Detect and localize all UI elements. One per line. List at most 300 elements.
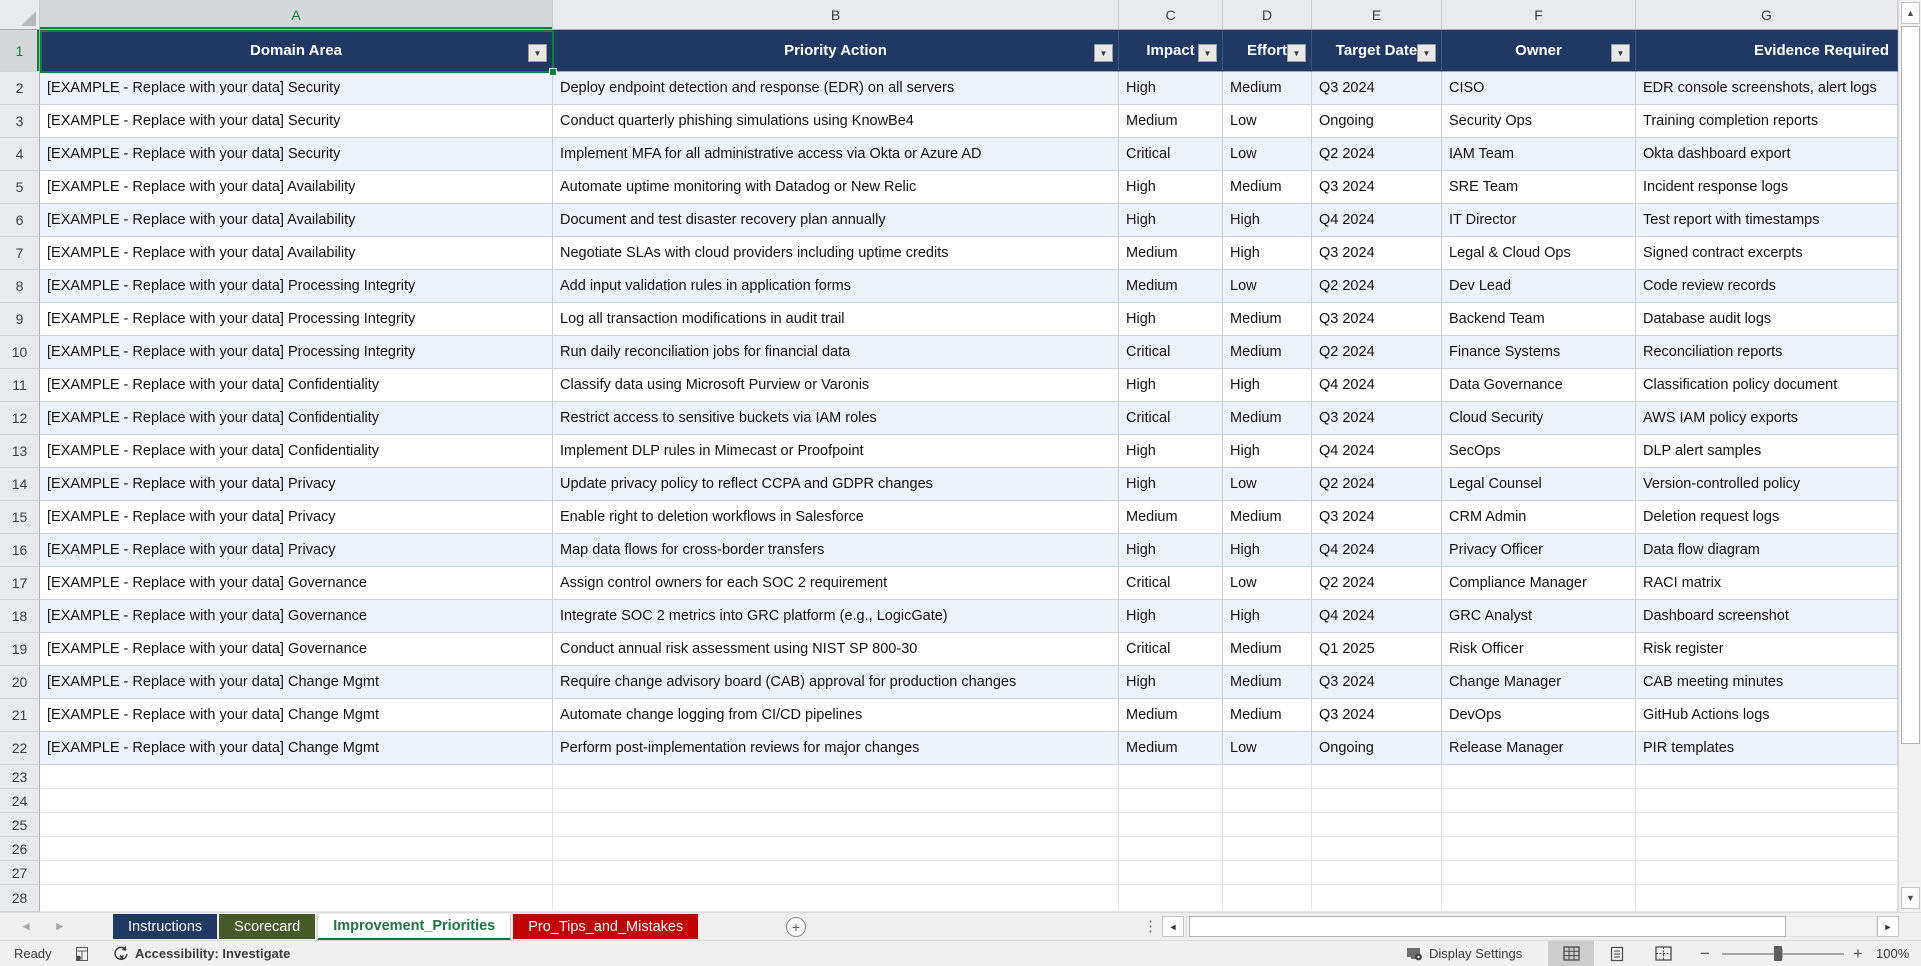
cell-E2[interactable]: Q3 2024 xyxy=(1312,72,1442,105)
column-header-E[interactable]: E xyxy=(1312,0,1442,29)
row-number-24[interactable]: 24 xyxy=(0,789,40,813)
cell-G16[interactable]: Data flow diagram xyxy=(1636,534,1898,567)
row-number-10[interactable]: 10 xyxy=(0,336,40,369)
filter-button-impact[interactable]: ▼ xyxy=(1198,44,1217,62)
cell-A9[interactable]: [EXAMPLE - Replace with your data] Processing Integrity xyxy=(40,303,553,336)
row-number-11[interactable]: 11 xyxy=(0,369,40,402)
header-label-owner: Owner xyxy=(1515,42,1562,59)
cell-C3[interactable]: Medium xyxy=(1119,105,1223,138)
cell-G10[interactable]: Reconciliation reports xyxy=(1636,336,1898,369)
column-letters xyxy=(40,0,1898,29)
cell-E19[interactable]: Q1 2025 xyxy=(1312,633,1442,666)
cell-C8[interactable]: Medium xyxy=(1119,270,1223,303)
cell-E14[interactable]: Q2 2024 xyxy=(1312,468,1442,501)
cell-E11[interactable]: Q4 2024 xyxy=(1312,369,1442,402)
cell-E8[interactable]: Q2 2024 xyxy=(1312,270,1442,303)
cell-B7[interactable]: Negotiate SLAs with cloud providers including uptime credits xyxy=(553,237,1119,270)
filter-button-target-date[interactable]: ▼ xyxy=(1417,44,1436,62)
cell-A5[interactable]: [EXAMPLE - Replace with your data] Availability xyxy=(40,171,553,204)
cell-F13[interactable]: SecOps xyxy=(1442,435,1636,468)
cell-B18[interactable]: Integrate SOC 2 metrics into GRC platform (e.g., LogicGate) xyxy=(553,600,1119,633)
cell-C6[interactable]: High xyxy=(1119,204,1223,237)
scroll-left-icon[interactable]: ◄ xyxy=(1162,916,1184,937)
cell-D9[interactable]: Medium xyxy=(1223,303,1312,336)
macro-record-icon[interactable] xyxy=(74,941,90,966)
horizontal-scrollbar-thumb[interactable] xyxy=(1189,916,1786,937)
table-row xyxy=(0,633,1898,666)
cell-B15[interactable]: Enable right to deletion workflows in Salesforce xyxy=(553,501,1119,534)
cell-C14[interactable]: High xyxy=(1119,468,1223,501)
header-label-effort: Effort xyxy=(1247,42,1287,59)
cell-B16[interactable]: Map data flows for cross-border transfers xyxy=(553,534,1119,567)
cell-A19[interactable]: [EXAMPLE - Replace with your data] Governance xyxy=(40,633,553,666)
cell-G4[interactable]: Okta dashboard export xyxy=(1636,138,1898,171)
empty-row xyxy=(0,861,1898,885)
table-row xyxy=(0,72,1898,105)
header-label-domain-area: Domain Area xyxy=(250,42,342,59)
cell-A14[interactable]: [EXAMPLE - Replace with your data] Privacy xyxy=(40,468,553,501)
filter-button-priority-action[interactable]: ▼ xyxy=(1094,44,1113,62)
cell-E6[interactable]: Q4 2024 xyxy=(1312,204,1442,237)
cell-C2[interactable]: High xyxy=(1119,72,1223,105)
cell-D17[interactable]: Low xyxy=(1223,567,1312,600)
table-header-row xyxy=(0,30,1898,72)
cell-A11[interactable]: [EXAMPLE - Replace with your data] Confidentiality xyxy=(40,369,553,402)
cell-D14[interactable]: Low xyxy=(1223,468,1312,501)
fill-handle[interactable] xyxy=(549,68,557,76)
table-row xyxy=(0,270,1898,303)
table-row xyxy=(0,534,1898,567)
cell-F26[interactable] xyxy=(1442,837,1636,861)
cell-G23[interactable] xyxy=(1636,765,1898,789)
column-header-strip xyxy=(0,0,1898,30)
cell-F8[interactable]: Dev Lead xyxy=(1442,270,1636,303)
normal-view-button[interactable] xyxy=(1548,941,1594,966)
page-break-preview-button[interactable] xyxy=(1640,941,1686,966)
header-label-priority-action: Priority Action xyxy=(784,42,887,59)
cell-D10[interactable]: Medium xyxy=(1223,336,1312,369)
cell-D26[interactable] xyxy=(1223,837,1312,861)
cell-C24[interactable] xyxy=(1119,789,1223,813)
cell-D4[interactable]: Low xyxy=(1223,138,1312,171)
cell-B4[interactable]: Implement MFA for all administrative access via Okta or Azure AD xyxy=(553,138,1119,171)
cell-G19[interactable]: Risk register xyxy=(1636,633,1898,666)
accessibility-status[interactable] xyxy=(112,941,290,966)
cell-G3[interactable]: Training completion reports xyxy=(1636,105,1898,138)
cell-G13[interactable]: DLP alert samples xyxy=(1636,435,1898,468)
cell-B13[interactable]: Implement DLP rules in Mimecast or Proofpoint xyxy=(553,435,1119,468)
row-number-22[interactable]: 22 xyxy=(0,732,40,765)
cell-F9[interactable]: Backend Team xyxy=(1442,303,1636,336)
cell-G25[interactable] xyxy=(1636,813,1898,837)
cell-E3[interactable]: Ongoing xyxy=(1312,105,1442,138)
table-row xyxy=(0,699,1898,732)
cell-A7[interactable]: [EXAMPLE - Replace with your data] Availability xyxy=(40,237,553,270)
tab-scorecard[interactable]: Scorecard xyxy=(219,914,315,939)
row-number-17[interactable]: 17 xyxy=(0,567,40,600)
cell-B21[interactable]: Automate change logging from CI/CD pipelines xyxy=(553,699,1119,732)
cell-D23[interactable] xyxy=(1223,765,1312,789)
cell-E10[interactable]: Q2 2024 xyxy=(1312,336,1442,369)
column-header-A[interactable]: A xyxy=(40,0,553,29)
cell-A6[interactable]: [EXAMPLE - Replace with your data] Availability xyxy=(40,204,553,237)
row-number-7[interactable]: 7 xyxy=(0,237,40,270)
cell-A24[interactable] xyxy=(40,789,553,813)
row-number-16[interactable]: 16 xyxy=(0,534,40,567)
cell-G5[interactable]: Incident response logs xyxy=(1636,171,1898,204)
cell-F25[interactable] xyxy=(1442,813,1636,837)
cell-E20[interactable]: Q3 2024 xyxy=(1312,666,1442,699)
cell-F15[interactable]: CRM Admin xyxy=(1442,501,1636,534)
cell-F12[interactable]: Cloud Security xyxy=(1442,402,1636,435)
row-number-5[interactable]: 5 xyxy=(0,171,40,204)
table-row xyxy=(0,402,1898,435)
tab-scroll-left-icon[interactable]: ◄ xyxy=(20,919,32,933)
filter-button-domain-area[interactable]: ▼ xyxy=(528,44,547,62)
cell-F20[interactable]: Change Manager xyxy=(1442,666,1636,699)
table-row xyxy=(0,369,1898,402)
cell-E26[interactable] xyxy=(1312,837,1442,861)
cell-D25[interactable] xyxy=(1223,813,1312,837)
cell-F17[interactable]: Compliance Manager xyxy=(1442,567,1636,600)
cell-B23[interactable] xyxy=(553,765,1119,789)
cell-A16[interactable]: [EXAMPLE - Replace with your data] Privacy xyxy=(40,534,553,567)
cell-A12[interactable]: [EXAMPLE - Replace with your data] Confidentiality xyxy=(40,402,553,435)
cell-D5[interactable]: Medium xyxy=(1223,171,1312,204)
cell-B5[interactable]: Automate uptime monitoring with Datadog or New Relic xyxy=(553,171,1119,204)
tab-instructions[interactable]: Instructions xyxy=(113,914,217,939)
table-row xyxy=(0,567,1898,600)
cell-C10[interactable]: Critical xyxy=(1119,336,1223,369)
cell-C7[interactable]: Medium xyxy=(1119,237,1223,270)
scroll-right-icon[interactable]: ► xyxy=(1877,916,1899,937)
filter-button-owner[interactable]: ▼ xyxy=(1611,44,1630,62)
row-number-15[interactable]: 15 xyxy=(0,501,40,534)
cell-G11[interactable]: Classification policy document xyxy=(1636,369,1898,402)
cell-F10[interactable]: Finance Systems xyxy=(1442,336,1636,369)
scroll-up-icon[interactable]: ▲ xyxy=(1901,2,1920,24)
cell-C11[interactable]: High xyxy=(1119,369,1223,402)
header-cell-target-date[interactable] xyxy=(1312,30,1442,72)
table-row xyxy=(0,468,1898,501)
display-settings-icon xyxy=(1406,946,1424,962)
cell-D28[interactable] xyxy=(1223,885,1312,912)
table-row xyxy=(0,501,1898,534)
cell-F11[interactable]: Data Governance xyxy=(1442,369,1636,402)
cell-D16[interactable]: High xyxy=(1223,534,1312,567)
header-label-target-date: Target Date xyxy=(1335,42,1418,59)
row-number-28[interactable]: 28 xyxy=(0,885,40,912)
cell-E17[interactable]: Q2 2024 xyxy=(1312,567,1442,600)
cell-D20[interactable]: Medium xyxy=(1223,666,1312,699)
cell-F7[interactable]: Legal & Cloud Ops xyxy=(1442,237,1636,270)
cell-B11[interactable]: Classify data using Microsoft Purview or Varonis xyxy=(553,369,1119,402)
cell-B9[interactable]: Log all transaction modifications in audit trail xyxy=(553,303,1119,336)
cell-F21[interactable]: DevOps xyxy=(1442,699,1636,732)
cell-B26[interactable] xyxy=(553,837,1119,861)
row-number-26[interactable]: 26 xyxy=(0,837,40,861)
cell-A2[interactable]: [EXAMPLE - Replace with your data] Security xyxy=(40,72,553,105)
cell-F6[interactable]: IT Director xyxy=(1442,204,1636,237)
cell-D22[interactable]: Low xyxy=(1223,732,1312,765)
header-cells xyxy=(40,30,1898,72)
cell-C15[interactable]: Medium xyxy=(1119,501,1223,534)
zoom-slider-thumb[interactable] xyxy=(1774,946,1782,961)
cell-C17[interactable]: Critical xyxy=(1119,567,1223,600)
tab-pro-tips-and-mistakes[interactable]: Pro_Tips_and_Mistakes xyxy=(513,914,698,939)
cell-A21[interactable]: [EXAMPLE - Replace with your data] Change Mgmt xyxy=(40,699,553,732)
row-number-20[interactable]: 20 xyxy=(0,666,40,699)
cell-D6[interactable]: High xyxy=(1223,204,1312,237)
cell-G26[interactable] xyxy=(1636,837,1898,861)
cell-E21[interactable]: Q3 2024 xyxy=(1312,699,1442,732)
cell-F5[interactable]: SRE Team xyxy=(1442,171,1636,204)
zoom-in-button[interactable]: + xyxy=(1853,943,1863,963)
header-cell-effort[interactable] xyxy=(1223,30,1312,72)
row-number-21[interactable]: 21 xyxy=(0,699,40,732)
scrollbar-resize-handle[interactable]: ⋮ xyxy=(1143,918,1158,935)
cell-B20[interactable]: Require change advisory board (CAB) approval for production changes xyxy=(553,666,1119,699)
table-row xyxy=(0,303,1898,336)
cell-B27[interactable] xyxy=(553,861,1119,885)
cell-D13[interactable]: High xyxy=(1223,435,1312,468)
vertical-scrollbar-thumb[interactable] xyxy=(1901,26,1920,744)
cell-A10[interactable]: [EXAMPLE - Replace with your data] Processing Integrity xyxy=(40,336,553,369)
cell-C25[interactable] xyxy=(1119,813,1223,837)
row-number-13[interactable]: 13 xyxy=(0,435,40,468)
cell-B6[interactable]: Document and test disaster recovery plan annually xyxy=(553,204,1119,237)
cell-D15[interactable]: Medium xyxy=(1223,501,1312,534)
cell-A18[interactable]: [EXAMPLE - Replace with your data] Governance xyxy=(40,600,553,633)
row-number-6[interactable]: 6 xyxy=(0,204,40,237)
cell-A27[interactable] xyxy=(40,861,553,885)
cell-F2[interactable]: CISO xyxy=(1442,72,1636,105)
cell-B28[interactable] xyxy=(553,885,1119,912)
cell-E9[interactable]: Q3 2024 xyxy=(1312,303,1442,336)
row-number-19[interactable]: 19 xyxy=(0,633,40,666)
cell-A4[interactable]: [EXAMPLE - Replace with your data] Security xyxy=(40,138,553,171)
cell-B19[interactable]: Conduct annual risk assessment using NIST SP 800-30 xyxy=(553,633,1119,666)
cell-E18[interactable]: Q4 2024 xyxy=(1312,600,1442,633)
cell-G24[interactable] xyxy=(1636,789,1898,813)
cell-E22[interactable]: Ongoing xyxy=(1312,732,1442,765)
column-header-D[interactable]: D xyxy=(1223,0,1312,29)
empty-row xyxy=(0,837,1898,861)
filter-button-effort[interactable]: ▼ xyxy=(1287,44,1306,62)
cell-G8[interactable]: Code review records xyxy=(1636,270,1898,303)
cell-A8[interactable]: [EXAMPLE - Replace with your data] Processing Integrity xyxy=(40,270,553,303)
cell-C21[interactable]: Medium xyxy=(1119,699,1223,732)
table-row xyxy=(0,105,1898,138)
cell-B24[interactable] xyxy=(553,789,1119,813)
cell-E4[interactable]: Q2 2024 xyxy=(1312,138,1442,171)
cell-G28[interactable] xyxy=(1636,885,1898,912)
cell-F14[interactable]: Legal Counsel xyxy=(1442,468,1636,501)
cell-G6[interactable]: Test report with timestamps xyxy=(1636,204,1898,237)
tab-scroll-right-icon[interactable]: ► xyxy=(53,919,66,933)
cell-A26[interactable] xyxy=(40,837,553,861)
cell-E7[interactable]: Q3 2024 xyxy=(1312,237,1442,270)
cell-C4[interactable]: Critical xyxy=(1119,138,1223,171)
cell-D12[interactable]: Medium xyxy=(1223,402,1312,435)
zoom-slider-notch xyxy=(1782,949,1783,958)
cell-D24[interactable] xyxy=(1223,789,1312,813)
row-number-27[interactable]: 27 xyxy=(0,861,40,885)
row-number-3[interactable]: 3 xyxy=(0,105,40,138)
cell-F3[interactable]: Security Ops xyxy=(1442,105,1636,138)
cell-C13[interactable]: High xyxy=(1119,435,1223,468)
cell-D18[interactable]: High xyxy=(1223,600,1312,633)
header-cell-impact[interactable] xyxy=(1119,30,1223,72)
cell-E5[interactable]: Q3 2024 xyxy=(1312,171,1442,204)
page-layout-view-button[interactable] xyxy=(1594,941,1640,966)
row-number-2[interactable]: 2 xyxy=(0,72,40,105)
header-cell-priority-action[interactable] xyxy=(553,30,1119,72)
column-header-G[interactable]: G xyxy=(1636,0,1898,29)
cell-G15[interactable]: Deletion request logs xyxy=(1636,501,1898,534)
sheet-tabs xyxy=(113,914,700,941)
cell-B12[interactable]: Restrict access to sensitive buckets via IAM roles xyxy=(553,402,1119,435)
header-cell-owner[interactable] xyxy=(1442,30,1636,72)
cell-G21[interactable]: GitHub Actions logs xyxy=(1636,699,1898,732)
cell-A13[interactable]: [EXAMPLE - Replace with your data] Confidentiality xyxy=(40,435,553,468)
cell-E27[interactable] xyxy=(1312,861,1442,885)
zoom-slider-track[interactable] xyxy=(1722,953,1844,955)
cell-B10[interactable]: Run daily reconciliation jobs for financial data xyxy=(553,336,1119,369)
column-header-C[interactable]: C xyxy=(1119,0,1223,29)
cell-F19[interactable]: Risk Officer xyxy=(1442,633,1636,666)
cell-G20[interactable]: CAB meeting minutes xyxy=(1636,666,1898,699)
cell-A3[interactable]: [EXAMPLE - Replace with your data] Security xyxy=(40,105,553,138)
ready-status: Ready xyxy=(14,946,52,961)
vertical-scrollbar[interactable] xyxy=(1898,0,1921,912)
cell-D8[interactable]: Low xyxy=(1223,270,1312,303)
row-number-12[interactable]: 12 xyxy=(0,402,40,435)
display-settings[interactable] xyxy=(1406,941,1522,966)
cell-C26[interactable] xyxy=(1119,837,1223,861)
cell-C5[interactable]: High xyxy=(1119,171,1223,204)
cell-E12[interactable]: Q3 2024 xyxy=(1312,402,1442,435)
cell-E16[interactable]: Q4 2024 xyxy=(1312,534,1442,567)
cell-C22[interactable]: Medium xyxy=(1119,732,1223,765)
cell-F22[interactable]: Release Manager xyxy=(1442,732,1636,765)
tab-nav-arrows xyxy=(20,919,66,933)
header-label-evidence-required: Evidence Required xyxy=(1753,42,1889,59)
cell-D11[interactable]: High xyxy=(1223,369,1312,402)
zoom-out-button[interactable]: − xyxy=(1700,943,1710,963)
table-row xyxy=(0,600,1898,633)
cell-F4[interactable]: IAM Team xyxy=(1442,138,1636,171)
cell-G22[interactable]: PIR templates xyxy=(1636,732,1898,765)
header-cell-domain-area[interactable] xyxy=(40,30,553,72)
cell-G18[interactable]: Dashboard screenshot xyxy=(1636,600,1898,633)
cell-E15[interactable]: Q3 2024 xyxy=(1312,501,1442,534)
cell-G7[interactable]: Signed contract excerpts xyxy=(1636,237,1898,270)
cell-E13[interactable]: Q4 2024 xyxy=(1312,435,1442,468)
cell-E28[interactable] xyxy=(1312,885,1442,912)
tab-improvement-priorities[interactable]: Improvement_Priorities xyxy=(317,914,511,941)
cell-D27[interactable] xyxy=(1223,861,1312,885)
cell-F18[interactable]: GRC Analyst xyxy=(1442,600,1636,633)
cell-B22[interactable]: Perform post-implementation reviews for major changes xyxy=(553,732,1119,765)
row-number-23[interactable]: 23 xyxy=(0,765,40,789)
cell-B2[interactable]: Deploy endpoint detection and response (EDR) on all servers xyxy=(553,72,1119,105)
cell-A22[interactable]: [EXAMPLE - Replace with your data] Change Mgmt xyxy=(40,732,553,765)
cell-G27[interactable] xyxy=(1636,861,1898,885)
cell-F27[interactable] xyxy=(1442,861,1636,885)
cell-C9[interactable]: High xyxy=(1119,303,1223,336)
header-cell-evidence-required[interactable] xyxy=(1636,30,1898,72)
cell-D2[interactable]: Medium xyxy=(1223,72,1312,105)
cell-B17[interactable]: Assign control owners for each SOC 2 requirement xyxy=(553,567,1119,600)
cell-F23[interactable] xyxy=(1442,765,1636,789)
cell-A23[interactable] xyxy=(40,765,553,789)
column-header-B[interactable]: B xyxy=(553,0,1119,29)
grid-rows xyxy=(0,72,1898,912)
cell-D7[interactable]: High xyxy=(1223,237,1312,270)
cell-D19[interactable]: Medium xyxy=(1223,633,1312,666)
cell-B14[interactable]: Update privacy policy to reflect CCPA and GDPR changes xyxy=(553,468,1119,501)
cell-A28[interactable] xyxy=(40,885,553,912)
cell-C18[interactable]: High xyxy=(1119,600,1223,633)
cell-G2[interactable]: EDR console screenshots, alert logs xyxy=(1636,72,1898,105)
cell-D3[interactable]: Low xyxy=(1223,105,1312,138)
cell-B25[interactable] xyxy=(553,813,1119,837)
cell-E25[interactable] xyxy=(1312,813,1442,837)
cell-A25[interactable] xyxy=(40,813,553,837)
cell-E23[interactable] xyxy=(1312,765,1442,789)
cell-A17[interactable]: [EXAMPLE - Replace with your data] Governance xyxy=(40,567,553,600)
row-number-14[interactable]: 14 xyxy=(0,468,40,501)
view-shortcuts xyxy=(1548,941,1686,966)
cell-F28[interactable] xyxy=(1442,885,1636,912)
cell-C16[interactable]: High xyxy=(1119,534,1223,567)
cell-G12[interactable]: AWS IAM policy exports xyxy=(1636,402,1898,435)
cell-C20[interactable]: High xyxy=(1119,666,1223,699)
cell-G14[interactable]: Version-controlled policy xyxy=(1636,468,1898,501)
cell-A20[interactable]: [EXAMPLE - Replace with your data] Change Mgmt xyxy=(40,666,553,699)
column-header-F[interactable]: F xyxy=(1442,0,1636,29)
row-number-9[interactable]: 9 xyxy=(0,303,40,336)
cell-C28[interactable] xyxy=(1119,885,1223,912)
cell-G17[interactable]: RACI matrix xyxy=(1636,567,1898,600)
cell-C27[interactable] xyxy=(1119,861,1223,885)
cell-G9[interactable]: Database audit logs xyxy=(1636,303,1898,336)
row-number-1[interactable]: 1 xyxy=(0,30,40,72)
cell-E24[interactable] xyxy=(1312,789,1442,813)
cell-F24[interactable] xyxy=(1442,789,1636,813)
cell-A15[interactable]: [EXAMPLE - Replace with your data] Privacy xyxy=(40,501,553,534)
row-number-4[interactable]: 4 xyxy=(0,138,40,171)
row-number-18[interactable]: 18 xyxy=(0,600,40,633)
cell-C12[interactable]: Critical xyxy=(1119,402,1223,435)
zoom-level[interactable]: 100% xyxy=(1876,946,1910,961)
status-bar xyxy=(0,940,1921,966)
cell-B3[interactable]: Conduct quarterly phishing simulations using KnowBe4 xyxy=(553,105,1119,138)
select-all-corner[interactable] xyxy=(0,0,40,29)
row-number-25[interactable]: 25 xyxy=(0,813,40,837)
grid xyxy=(0,30,1898,912)
cell-D21[interactable]: Medium xyxy=(1223,699,1312,732)
cell-C19[interactable]: Critical xyxy=(1119,633,1223,666)
cell-B8[interactable]: Add input validation rules in application forms xyxy=(553,270,1119,303)
cell-F16[interactable]: Privacy Officer xyxy=(1442,534,1636,567)
row-number-8[interactable]: 8 xyxy=(0,270,40,303)
new-sheet-button[interactable]: + xyxy=(786,917,806,937)
table-row xyxy=(0,171,1898,204)
scroll-down-icon[interactable]: ▼ xyxy=(1901,887,1920,909)
cell-C23[interactable] xyxy=(1119,765,1223,789)
